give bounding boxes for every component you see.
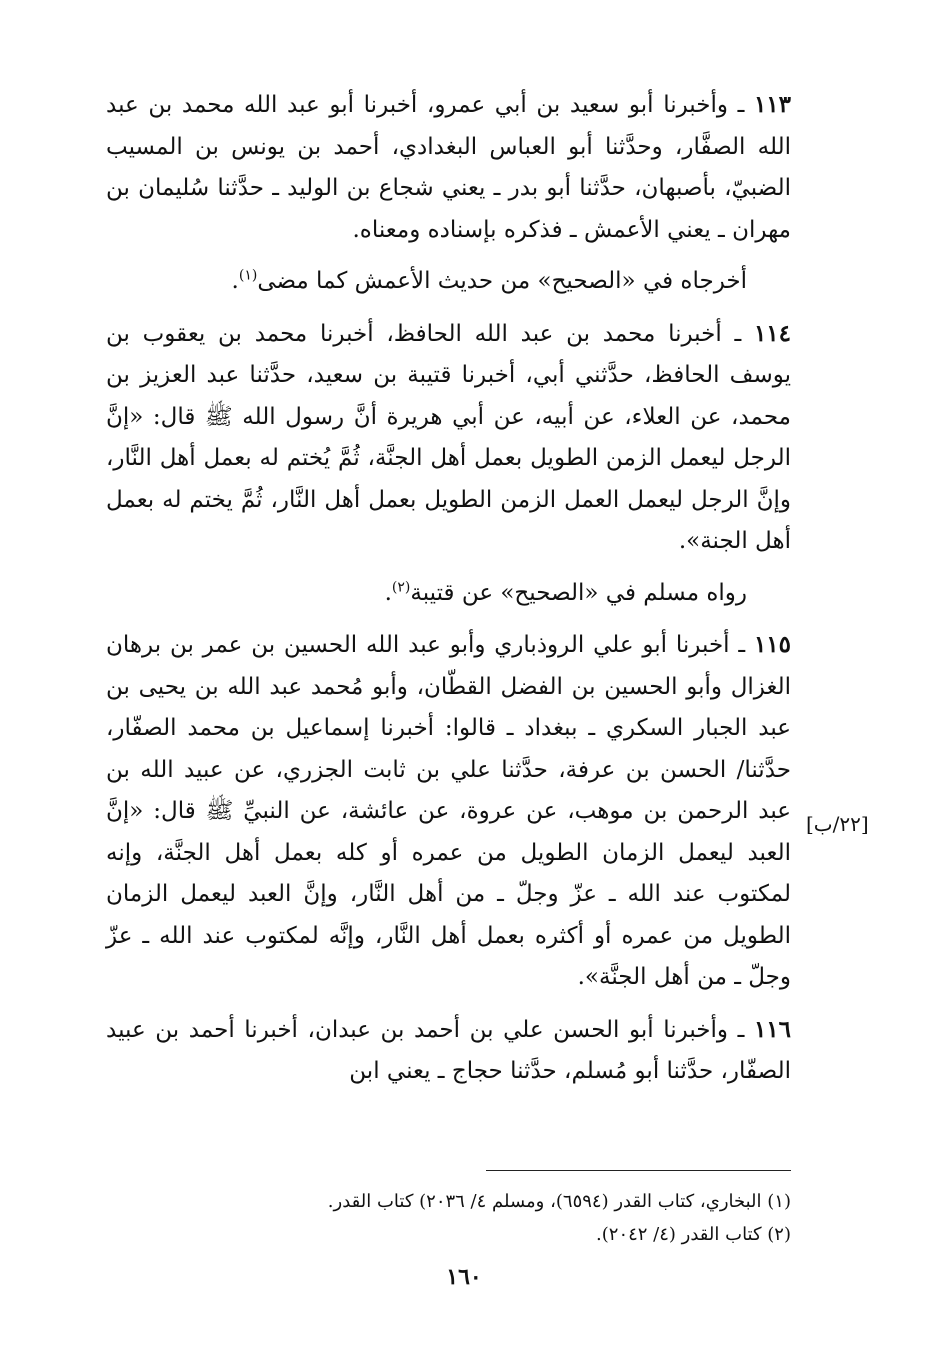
paragraph-text: ـ أخبرنا أبو علي الروذباري وأبو عبد الله الحسين بن عمر بن برهان الغزال وأبو الحسين بن الفضل القطّان، وأبو مُحمد عبد الله بن يحيى بن عبد الجبار السكري ـ ببغداد ـ قالوا: أخبرنا إسماعيل بن محمد الصفّار، حدَّثنا/ الحسن بن عرفة، حدَّثنا علي بن ثابت الجزري، عن عبيد الله بن عبد الرحمن بن موهب، عن عروة، عن عائشة، عن النبيِّ ﷺ قال: «إنَّ العبد ليعمل الزمان الطويل من عمره أو كله بعمل أهل الجنَّة، وإنه لمكتوب عند الله ـ عزّ وجلّ ـ من أهل النَّار، وإنَّ العبد ليعمل الزمان الطويل من عمره أو أكثره بعمل أهل النَّار، وإنَّه لمكتوب عند الله ـ عزّ وجلّ ـ من أهل الجنَّة».: [106, 632, 791, 990]
footnote-divider: [486, 1170, 791, 1171]
hadith-number: ١١٣: [753, 91, 791, 118]
paragraph-text: ـ وأخبرنا أبو الحسن علي بن أحمد بن عبدان، أخبرنا أحمد بن عبيد الصفّار، حدَّثنا أبو مُسلم، حدَّثنا حجاج ـ يعني ابن: [106, 1016, 791, 1084]
manuscript-folio-marker: [٢٢/ب]: [806, 812, 869, 836]
paragraph-113: [106, 84, 791, 251]
paragraph-115: [106, 624, 791, 999]
hadith-number: ١١٦: [753, 1015, 791, 1043]
footnote-ref: (٢): [391, 578, 411, 595]
footnotes: [200, 1185, 791, 1251]
paragraph-114: [106, 313, 791, 563]
takhrij-note-1: [106, 261, 791, 303]
page-number: ١٦٠: [446, 1264, 482, 1290]
paragraph-text: ـ وأخبرنا أبو سعيد بن أبي عمرو، أخبرنا أبو عبد الله محمد بن عبد الله الصفَّار، وحدَّثنا أبو العباس البغدادي، أحمد بن يونس بن المسيب الضبيّ، بأصبهان، حدَّثنا أبو بدر ـ يعني شجاع بن الوليد ـ حدَّثنا سُليمان بن مهران ـ يعني الأعمش ـ فذكره بإسناده ومعناه.: [106, 92, 791, 243]
footnote-1: (١) البخاري، كتاب القدر (٦٥٩٤)، ومسلم ٤/ ٢٠٣٦) كتاب القدر.: [327, 1191, 791, 1212]
main-text: [106, 84, 791, 1093]
note-tail: .: [231, 268, 239, 294]
note-tail: .: [384, 579, 392, 606]
paragraph-text: ـ أخبرنا محمد بن عبد الله الحافظ، أخبرنا محمد بن يعقوب بن يوسف الحافظ، حدَّثني أبي، أخبرنا قتيبة بن سعيد، حدَّثنا عبد العزيز بن محمد، عن العلاء، عن أبيه، عن أبي هريرة أنَّ رسول الله ﷺ قال: «إنَّ الرجل ليعمل الزمن الطويل بعمل أهل الجنَّة، ثُمَّ يُختم له بعمل أهل النَّار، وإنَّ الرجل ليعمل العمل الزمن الطويل بعمل أهل النَّار، ثُمَّ يختم له بعمل أهل الجنة».: [106, 320, 791, 554]
hadith-number: ١١٥: [753, 631, 791, 658]
paragraph-116: [106, 1009, 791, 1093]
hadith-number: ١١٤: [753, 319, 791, 347]
footnote-ref: (١): [238, 267, 258, 284]
note-text: رواه مسلم في «الصحيح» عن قتيبة: [410, 579, 747, 606]
note-text: أخرجاه في «الصحيح» من حديث الأعمش كما مضى: [257, 268, 747, 294]
takhrij-note-2: [106, 573, 791, 615]
footnote-2: (٢) كتاب القدر (٤/ ٢٠٤٢).: [596, 1224, 791, 1245]
